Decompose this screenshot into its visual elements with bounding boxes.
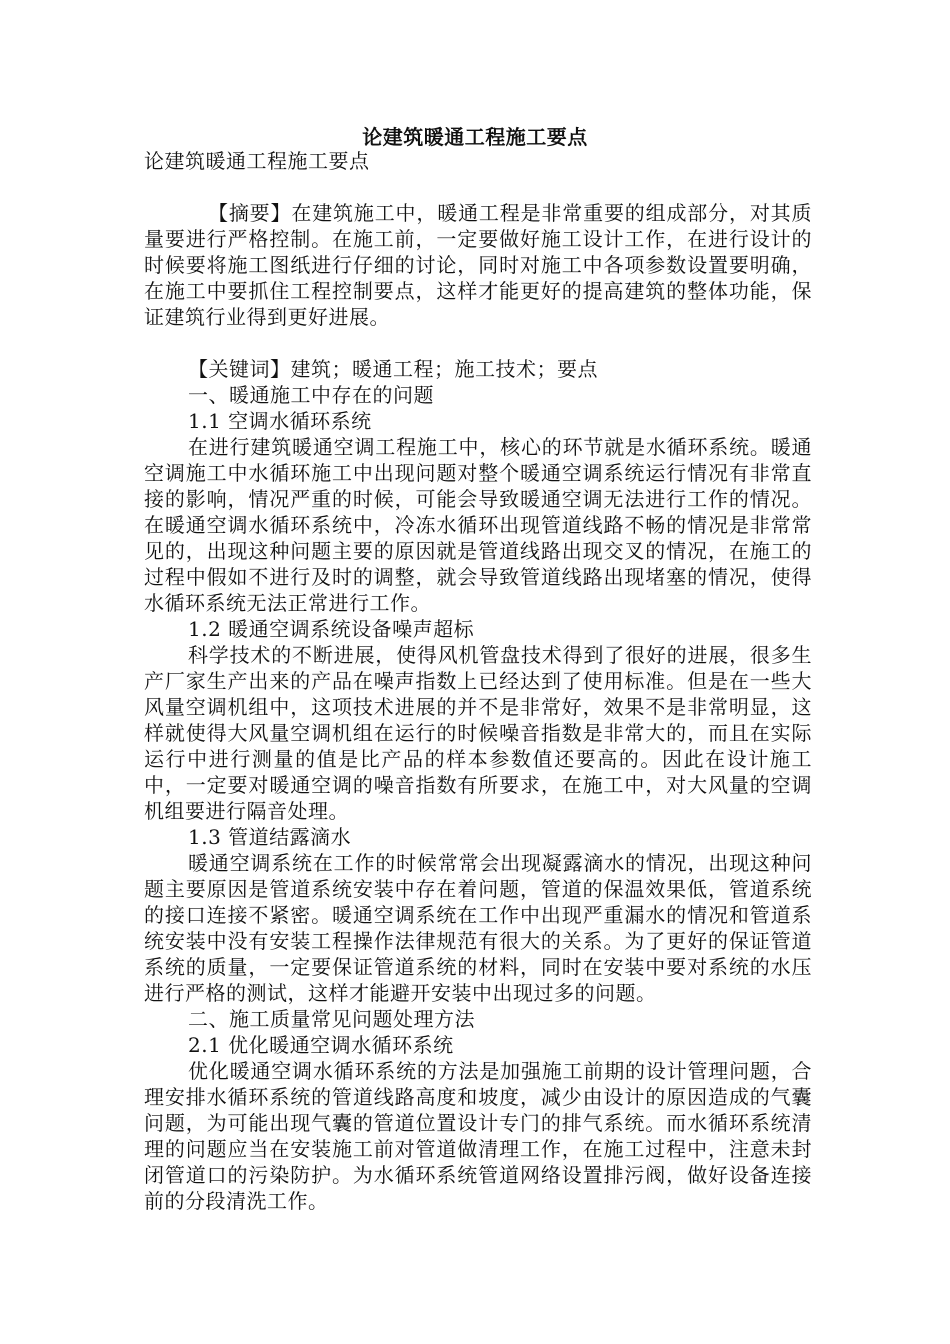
- keywords-line: 【关键词】建筑；暖通工程；施工技术；要点: [188, 357, 598, 381]
- document-subtitle: 论建筑暖通工程施工要点: [144, 149, 370, 173]
- blank-line: [144, 174, 812, 200]
- section-heading-2: 二、施工质量常见问题处理方法: [188, 1007, 475, 1031]
- section-heading-1: 一、暖通施工中存在的问题: [188, 383, 434, 407]
- paragraph-1-1: 在进行建筑暖通空调工程施工中，核心的环节就是水循环系统。暖通空调施工中水循环施工中出现问题对整个暖通空调系统运行情况有非常直接的影响，情况严重的时候，可能会导致暖通空调无法进行工作的情况。在暖通空调水循环系统中，冷冻水循环出现管道线路不畅的情况是非常常见的，出现这种问题主要的原因就是管道线路出现交叉的情况，在施工的过程中假如不进行及时的调整，就会导致管道线路出现堵塞的情况，使得水循环系统无法正常进行工作。: [144, 435, 812, 615]
- blank-line: [144, 330, 812, 356]
- abstract-paragraph: 【摘要】在建筑施工中，暖通工程是非常重要的组成部分，对其质量要进行严格控制。在施工前，一定要做好施工设计工作，在进行设计的时候要将施工图纸进行仔细的讨论，同时对施工中各项参数设置要明确，在施工中要抓住工程控制要点，这样才能更好的提高建筑的整体功能，保证建筑行业得到更好进展。: [144, 201, 812, 329]
- paragraph-2-1: 优化暖通空调水循环系统的方法是加强施工前期的设计管理问题，合理安排水循环系统的管道线路高度和坡度，减少由设计的原因造成的气囊问题，为可能出现气囊的管道位置设计专门的排气系统。而水循环系统清理的问题应当在安装施工前对管道做清理工作，在施工过程中，注意未封闭管道口的污染防护。为水循环系统管道网络设置排污阀，做好设备连接前的分段清洗工作。: [144, 1059, 812, 1213]
- subsection-heading-1-3: 1.3 管道结露滴水: [188, 825, 352, 849]
- subsection-heading-1-2: 1.2 暖通空调系统设备噪声超标: [188, 617, 475, 641]
- paragraph-1-3: 暖通空调系统在工作的时候常常会出现凝露滴水的情况，出现这种问题主要原因是管道系统安装中存在着问题，管道的保温效果低，管道系统的接口连接不紧密。暖通空调系统在工作中出现严重漏水的情况和管道系统安装中没有安装工程操作法律规范有很大的关系。为了更好的保证管道系统的质量，一定要保证管道系统的材料，同时在安装中要对系统的水压进行严格的测试，这样才能避开安装中出现过多的问题。: [144, 851, 812, 1005]
- document-body: [144, 148, 812, 1214]
- subsection-heading-1-1: 1.1 空调水循环系统: [188, 409, 372, 433]
- paragraph-1-2: 科学技术的不断进展，使得风机管盘技术得到了很好的进展，很多生产厂家生产出来的产品在噪声指数上已经达到了使用标准。但是在一些大风量空调机组中，这项技术进展的并不是非常好，效果不是非常明显，这样就使得大风量空调机组在运行的时候噪音指数是非常大的，而且在实际运行中进行测量的值是比产品的样本参数值还要高的。因此在设计施工中，一定要对暖通空调的噪音指数有所要求，在施工中，对大风量的空调机组要进行隔音处理。: [144, 643, 812, 823]
- subsection-heading-2-1: 2.1 优化暖通空调水循环系统: [188, 1033, 454, 1057]
- document-title: 论建筑暖通工程施工要点: [362, 125, 588, 149]
